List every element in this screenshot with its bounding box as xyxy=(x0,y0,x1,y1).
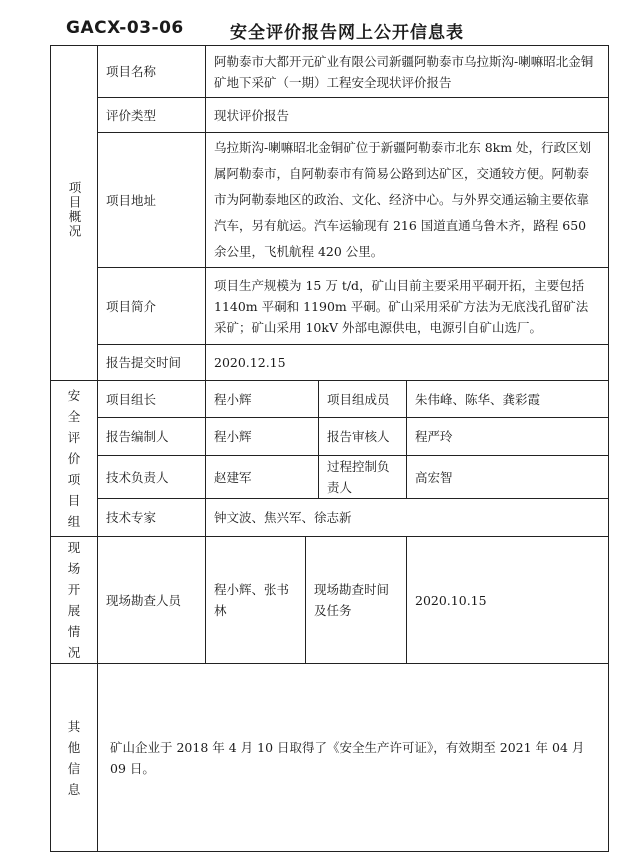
label-process-control: 过程控制负责人 xyxy=(319,456,407,499)
value-eval-type: 现状评价报告 xyxy=(206,98,609,133)
value-tech-lead: 赵建军 xyxy=(206,456,319,499)
label-team-members: 项目组成员 xyxy=(319,381,407,418)
label-author: 报告编制人 xyxy=(98,418,206,456)
row-project-address xyxy=(51,133,609,268)
value-team-members: 朱伟峰、陈华、龚彩霞 xyxy=(407,381,609,418)
label-project-name: 项目名称 xyxy=(98,46,206,98)
value-project-name: 阿勒泰市大都开元矿业有限公司新疆阿勒泰市乌拉斯沟-喇嘛昭北金铜矿地下采矿（一期）工程安全现状评价报告 xyxy=(206,46,609,98)
row-site xyxy=(51,537,609,664)
category-site: 现场开展情况 xyxy=(51,537,98,664)
value-submit-date: 2020.12.15 xyxy=(206,345,609,381)
row-other xyxy=(51,664,609,852)
label-site-staff: 现场勘查人员 xyxy=(98,537,206,664)
category-project-overview: 项目概况 xyxy=(51,46,98,381)
page-title: 安全评价报告网上公开信息表 xyxy=(230,23,464,43)
row-project-name xyxy=(51,46,609,98)
value-process-control: 高宏智 xyxy=(407,456,609,499)
label-tech-lead: 技术负责人 xyxy=(98,456,206,499)
value-site-time: 2020.10.15 xyxy=(407,537,609,664)
row-submit-date xyxy=(51,345,609,381)
row-eval-type xyxy=(51,98,609,133)
value-team-leader: 程小辉 xyxy=(206,381,319,418)
label-submit-date: 报告提交时间 xyxy=(98,345,206,381)
category-other: 其他信息 xyxy=(51,664,98,852)
document-header xyxy=(0,18,620,48)
form-code: GACX-03-06 xyxy=(66,18,184,38)
value-experts: 钟文波、焦兴军、徐志新 xyxy=(206,499,609,537)
row-team-leader xyxy=(51,381,609,418)
row-author xyxy=(51,418,609,456)
row-tech-lead xyxy=(51,456,609,499)
label-experts: 技术专家 xyxy=(98,499,206,537)
info-table xyxy=(50,45,609,852)
value-project-address: 乌拉斯沟-喇嘛昭北金铜矿位于新疆阿勒泰市北东 8km 处，行政区划属阿勒泰市，自阿勒泰市有简易公路到达矿区，交通较方便。阿勒泰市为阿勒泰地区的政治、文化、经济中心。与外界交通运输主要依靠汽车，另有航运。汽车运输现有 216 国道直通乌鲁木齐，路程 650 余公里，飞机航程 420 公里。 xyxy=(206,133,609,268)
category-team: 安全评价项目组 xyxy=(51,381,98,537)
label-site-time: 现场勘查时间及任务 xyxy=(306,537,407,664)
value-author: 程小辉 xyxy=(206,418,319,456)
value-other: 矿山企业于 2018 年 4 月 10 日取得了《安全生产许可证》，有效期至 2021 年 04 月 09 日。 xyxy=(98,664,609,852)
label-eval-type: 评价类型 xyxy=(98,98,206,133)
label-reviewer: 报告审核人 xyxy=(319,418,407,456)
row-experts xyxy=(51,499,609,537)
label-project-intro: 项目简介 xyxy=(98,268,206,345)
value-reviewer: 程严玲 xyxy=(407,418,609,456)
row-project-intro xyxy=(51,268,609,345)
label-project-address: 项目地址 xyxy=(98,133,206,268)
value-site-staff: 程小辉、张书林 xyxy=(206,537,306,664)
label-team-leader: 项目组长 xyxy=(98,381,206,418)
value-project-intro: 项目生产规模为 15 万 t/d，矿山目前主要采用平硐开拓，主要包括 1140m 平硐和 1190m 平硐。矿山采用采矿方法为无底浅孔留矿法采矿；矿山采用 10kV 外部电源供电，电源引自矿山选厂。 xyxy=(206,268,609,345)
